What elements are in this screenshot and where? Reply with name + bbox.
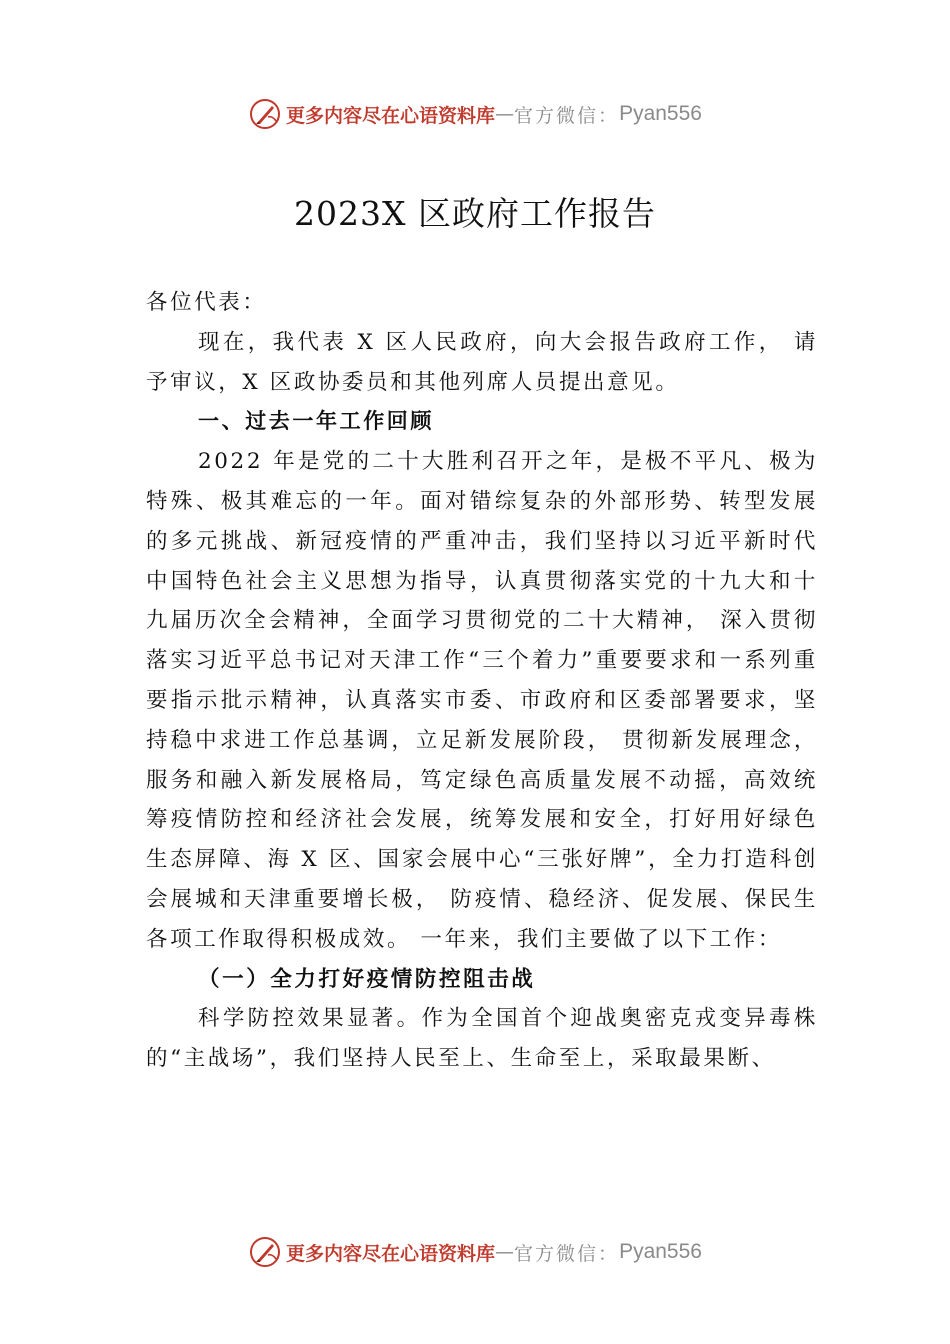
watermark-dash: — <box>495 103 515 125</box>
salutation: 各位代表： <box>146 290 267 315</box>
quill-logo-icon <box>248 97 282 131</box>
body-paragraph-continued: 科学防控效果显著。作为全国首个迎战奥密克戎变异毒株的“主战场”，我们坚持人民至上、生命至上，采取最果断、 <box>146 1006 818 1072</box>
watermark-brand-text: 更多内容尽在心语资料库 <box>286 1242 496 1265</box>
page-title: 2023X 区政府工作报告 <box>294 194 656 233</box>
watermark-header <box>0 94 950 134</box>
body-paragraph: 2022 年是党的二十大胜利召开之年，是极不平凡、极为特殊、极其难忘的一年。面对错综复杂的外部形势、转型发展的多元挑战、新冠疫情的严重冲击，我们坚持以习近平新时代中国特色社会主义思想为指导，认真贯彻落实党的十九大和十九届历次全会精神，全面学习贯彻党的二十大精神， 深入贯彻落实习近平总书记对天津工作“三个着力”重要要求和一系列重要指示批示精神，认真落实市委、市政府和区委部署要求，坚持稳中求进工作总基调，立足新发展阶段， 贯彻新发展理念，服务和融入新发展格局，笃定绿色高质量发展不动摇，高效统筹疫情防控和经济社会发展，统筹发展和安全，打好用好绿色生态屏障、海 X 区、国家会展中心“三张好牌”，全力打造科创会展城和天津重要增长极， 防疫情、稳经济、促发展、保民生各项工作取得积极成效。 一年来，我们主要做了以下工作： <box>146 449 818 952</box>
subsection-heading: （一）全力打好疫情防控阻击战 <box>198 966 536 992</box>
watermark-footer <box>0 1232 950 1272</box>
watermark-account-id: Pyan556 <box>619 1240 702 1263</box>
watermark-channel-text: 官方微信： <box>514 104 620 127</box>
intro-paragraph: 现在，我代表 X 区人民政府，向大会报告政府工作， 请予审议，X 区政协委员和其他列席人员提出意见。 <box>146 329 818 395</box>
watermark-dash: — <box>495 1241 515 1263</box>
watermark-channel-text: 官方微信： <box>514 1242 620 1265</box>
document-body <box>146 283 818 1079</box>
section-heading: 一、过去一年工作回顾 <box>198 409 434 434</box>
quill-logo-icon <box>248 1235 282 1269</box>
watermark-brand-text: 更多内容尽在心语资料库 <box>286 104 496 127</box>
watermark-account-id: Pyan556 <box>619 102 702 125</box>
